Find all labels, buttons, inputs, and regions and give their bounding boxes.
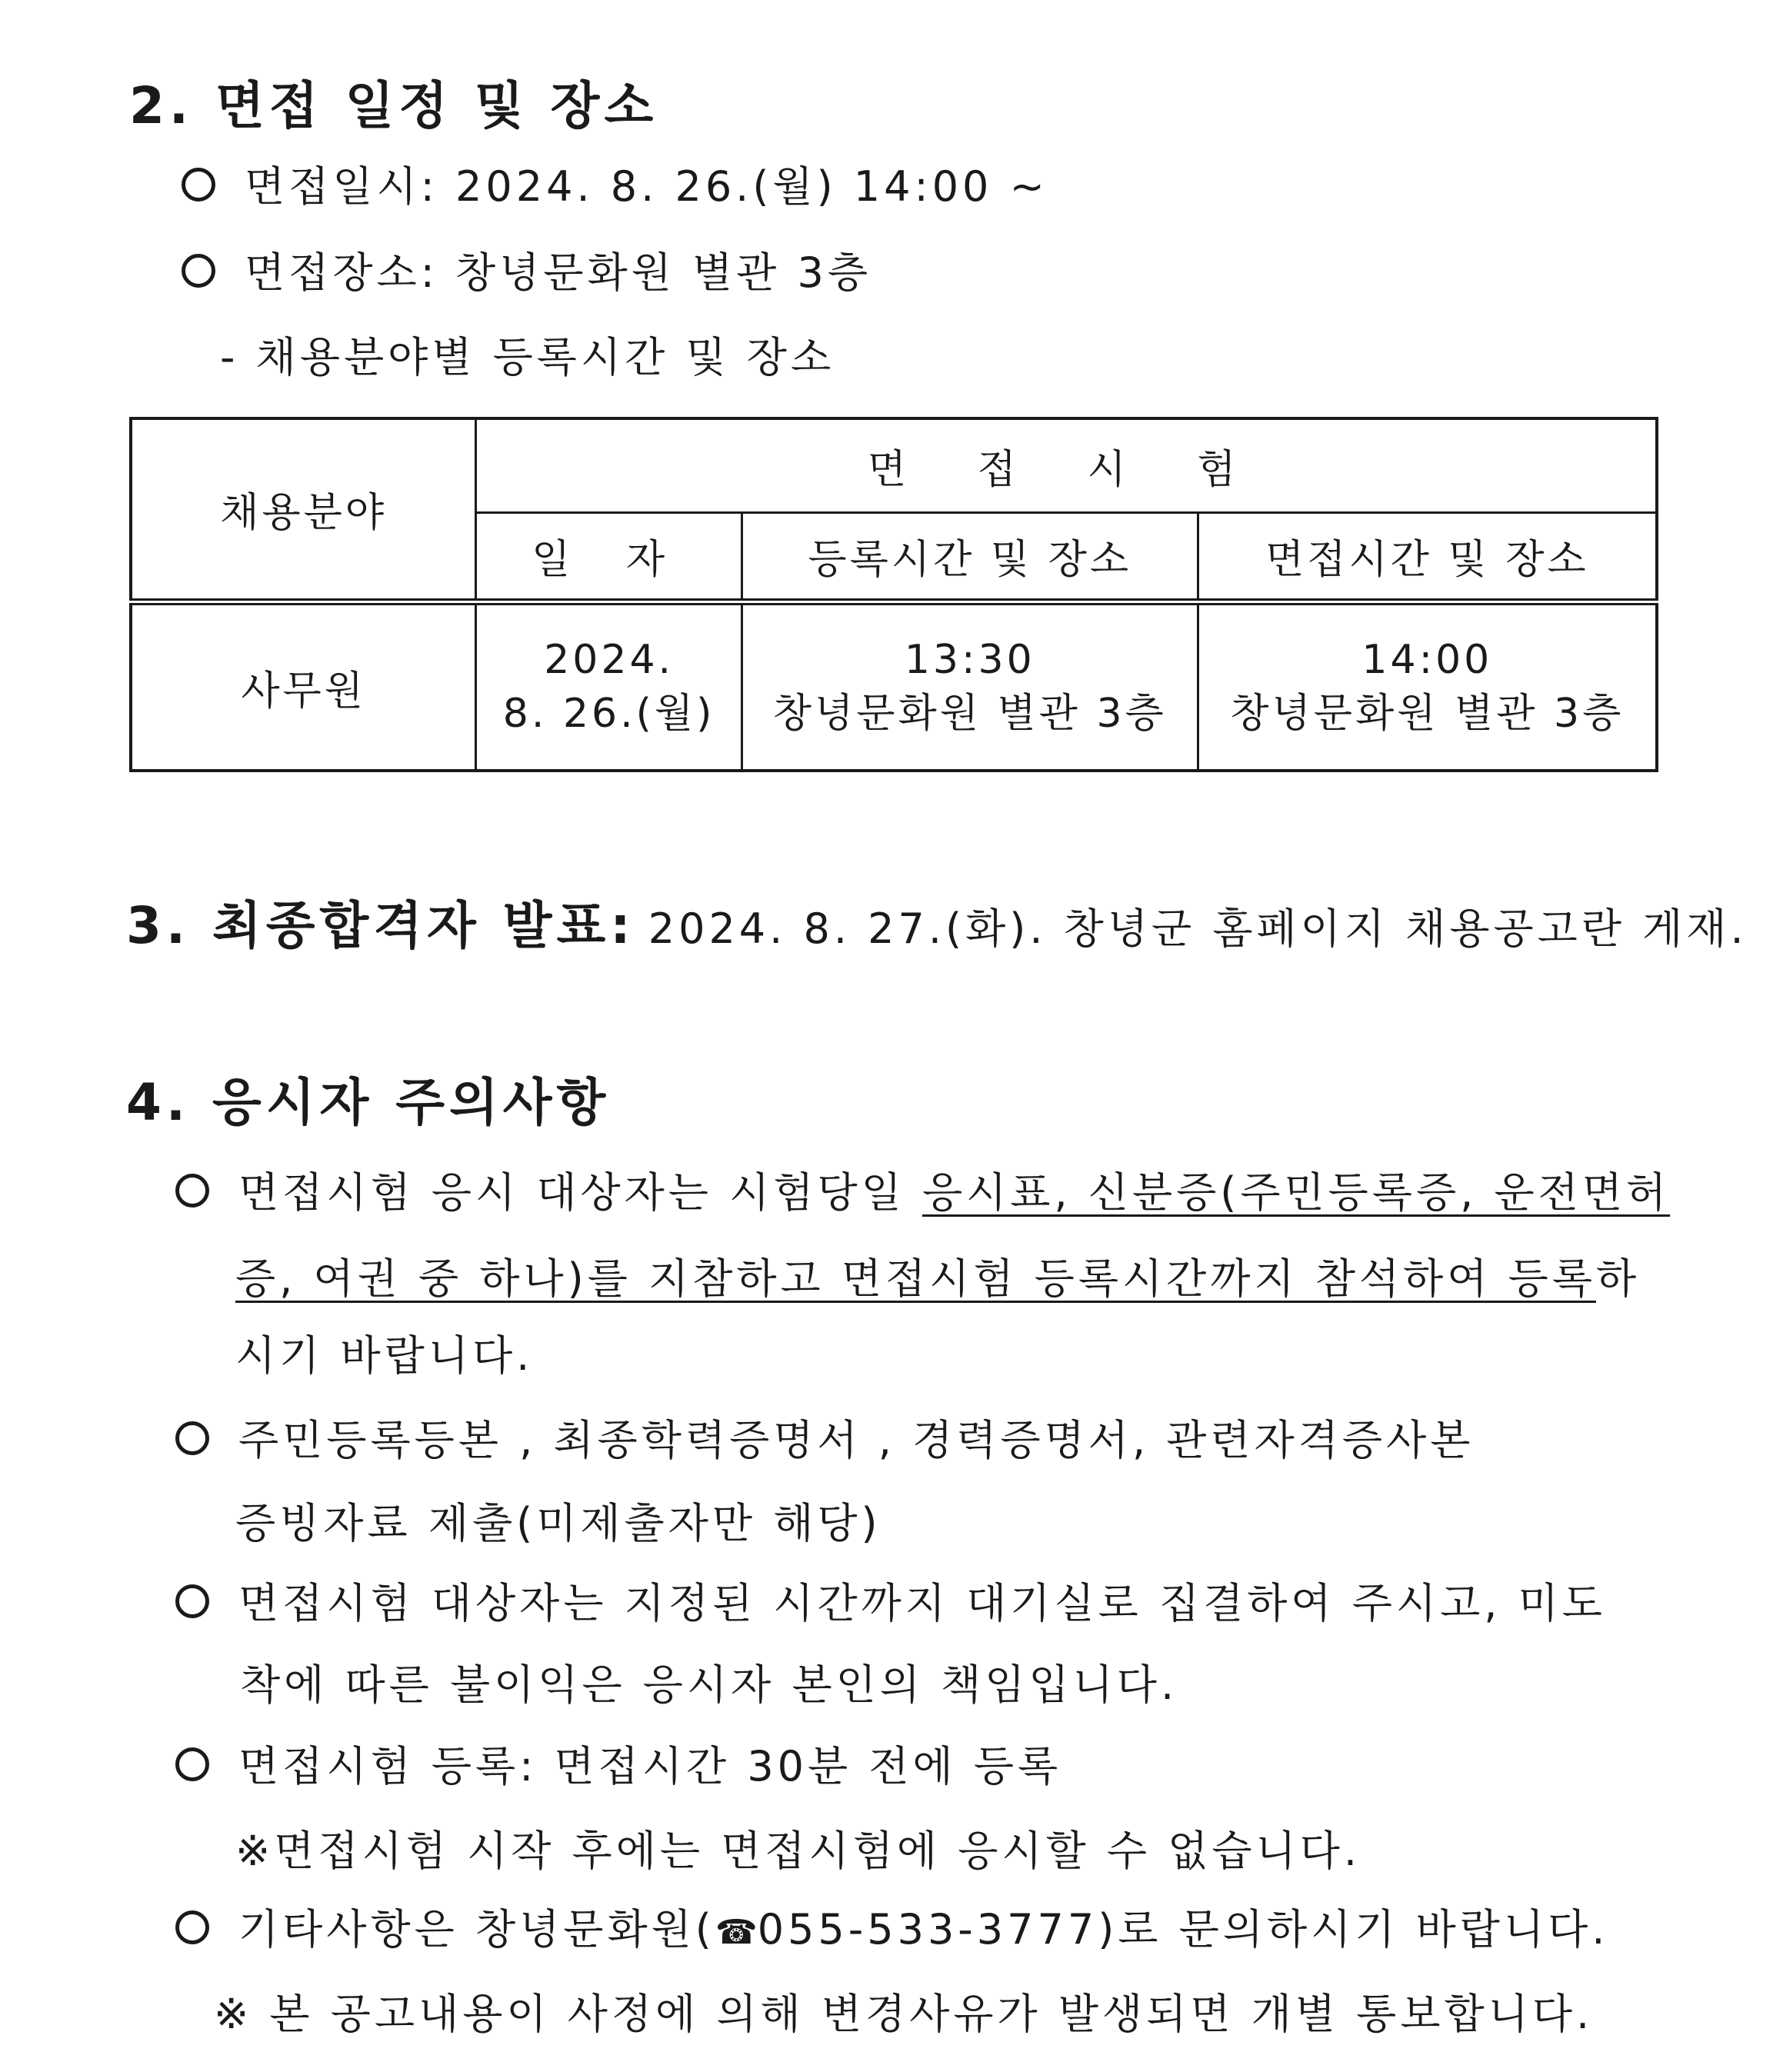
bullet-circle-icon (175, 1421, 209, 1455)
interview-schedule-table (129, 417, 1658, 772)
notice-item-1 (175, 1160, 1670, 1219)
interview-date-text: 면접일시: 2024. 8. 26.(월) 14:00 ~ (245, 162, 1048, 211)
table-caption: - 채용분야별 등록시간 및 장소 (220, 333, 835, 381)
cell-date-day: 8. 26.(월) (502, 691, 715, 738)
header-date: 일 자 (476, 512, 742, 601)
cell-field: 사무원 (131, 601, 476, 771)
section3-title: 3. 최종합격자 발표: (126, 896, 635, 955)
cell-registration (742, 601, 1198, 771)
notice-item-2 (175, 1407, 1474, 1467)
phone-icon: ☎ (715, 1913, 758, 1952)
notice-item-1-emphasis-2: 증, 여권 중 하나)를 지참하고 면접시험 등록시간까지 참석하여 등록 (235, 1254, 1596, 1303)
notice-item-4-text: 면접시험 등록: 면접시간 30분 전에 등록 (238, 1742, 1062, 1791)
contact-phone: 055-533-3777 (757, 1905, 1098, 1954)
bullet-circle-icon (175, 1584, 209, 1618)
cell-interview (1198, 601, 1657, 771)
bullet-circle-icon (175, 1910, 209, 1944)
notice-item-1-emphasis: 응시표, 신분증(주민등록증, 운전면허 (921, 1168, 1671, 1217)
header-interview-time: 면접시간 및 장소 (1198, 512, 1657, 601)
notice-item-1-text: 면접시험 응시 대상자는 시험당일 (238, 1168, 922, 1217)
interview-place-item (182, 240, 872, 299)
bullet-circle-icon (175, 1174, 209, 1208)
section3 (126, 884, 1748, 958)
section3-text: 2024. 8. 27.(화). 창녕군 홈페이지 채용공고란 게재. (648, 904, 1748, 953)
cell-date (476, 601, 742, 771)
notice-item-2-line2: 증빙자료 제출(미제출자만 해당) (235, 1499, 882, 1547)
notice-item-4-line2: ※면접시험 시작 후에는 면접시험에 응시할 수 없습니다. (235, 1827, 1361, 1875)
change-notice: ※ 본 공고내용이 사정에 의해 변경사유가 발생되면 개별 통보합니다. (214, 1990, 1594, 2038)
header-interview-exam: 면 접 시 험 (476, 418, 1657, 512)
bullet-circle-icon (182, 168, 215, 202)
cell-interview-place: 창녕문화원 별관 3층 (1230, 691, 1625, 738)
notice-item-5-text-2: )로 문의하시기 바랍니다. (1098, 1905, 1609, 1954)
notice-item-1-line3: 시기 바랍니다. (235, 1331, 534, 1380)
notice-item-5 (175, 1897, 1608, 1956)
notice-item-2-text: 주민등록등본 , 최종학력증명서 , 경력증명서, 관련자격증사본 (238, 1416, 1475, 1464)
notice-item-3 (175, 1571, 1606, 1630)
header-registration: 등록시간 및 장소 (742, 512, 1198, 601)
notice-item-1-text-2: 하 (1595, 1254, 1641, 1303)
bullet-circle-icon (175, 1747, 209, 1781)
notice-item-4 (175, 1734, 1061, 1793)
notice-item-5-text: 기타사항은 창녕문화원( (238, 1905, 715, 1954)
section4-title: 4. 응시자 주의사항 (126, 1073, 611, 1132)
bullet-circle-icon (182, 254, 215, 288)
header-field: 채용분야 (131, 418, 476, 601)
notice-item-3-text: 면접시험 대상자는 지정된 시간까지 대기실로 집결하여 주시고, 미도 (238, 1579, 1606, 1627)
cell-registration-place: 창녕문화원 별관 3층 (772, 691, 1167, 738)
notice-item-3-line2: 착에 따른 불이익은 응시자 본인의 책임입니다. (240, 1661, 1178, 1709)
cell-registration-time: 13:30 (904, 637, 1035, 684)
cell-date-year: 2024. (544, 637, 675, 684)
notice-item-1-line2 (235, 1246, 1640, 1305)
interview-date-item (182, 154, 1048, 213)
section2-title: 2. 면접 일정 및 장소 (129, 76, 658, 135)
cell-interview-time: 14:00 (1361, 637, 1493, 684)
interview-place-text: 면접장소: 창녕문화원 별관 3층 (245, 248, 872, 297)
